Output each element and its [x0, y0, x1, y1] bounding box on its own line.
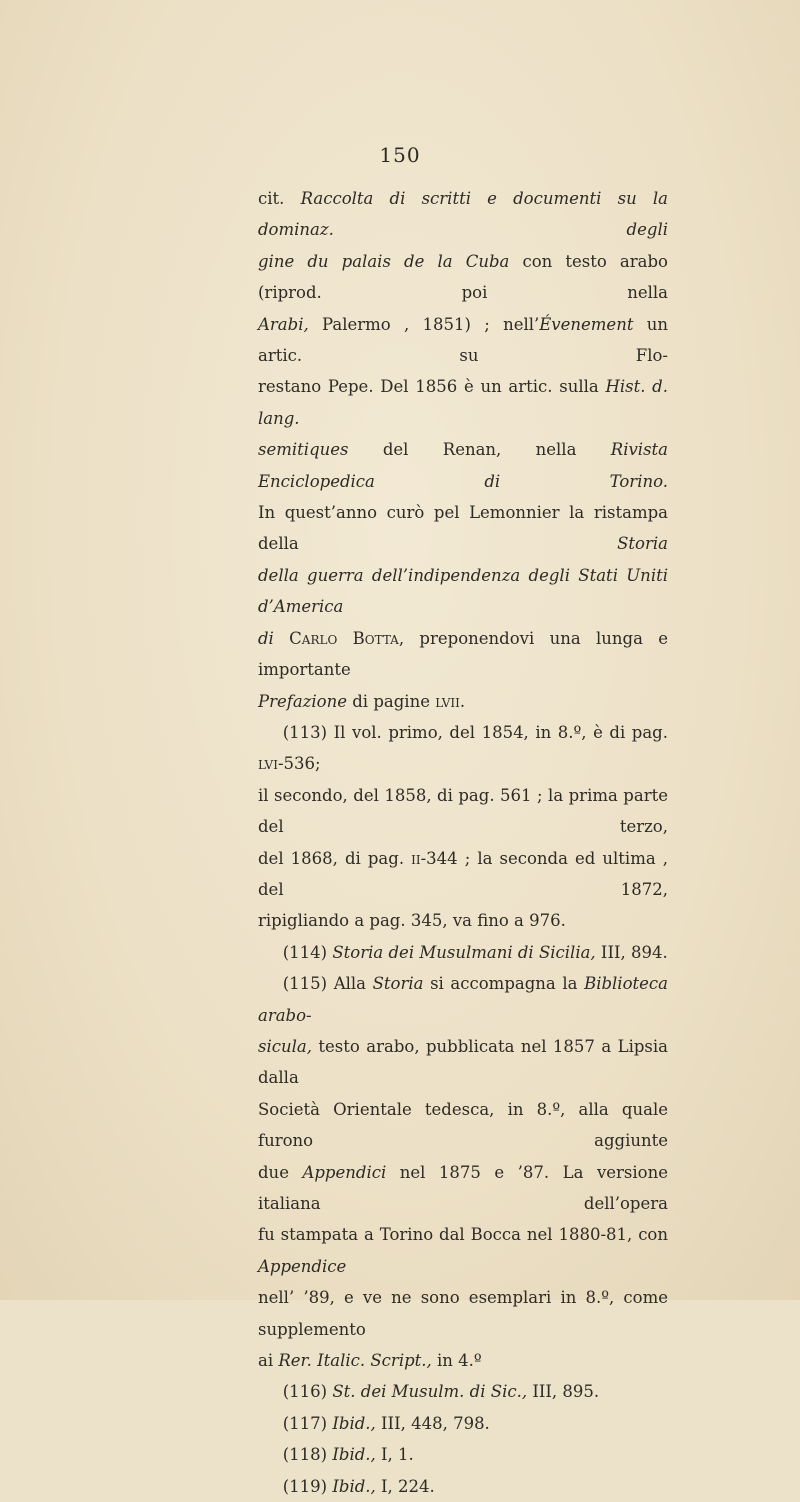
italic-title: Ibid., [332, 1413, 376, 1433]
text-segment: due [258, 1162, 303, 1182]
text-segment: restano Pepe. Del 1856 è un artic. sulla [258, 377, 606, 397]
text-line [258, 623, 668, 686]
text-segment: il secondo, del 1858, di pag. 561 ; la prima parte del terzo, [258, 785, 668, 837]
text-segment: fu stampata a Torino dal Bocca nel 1880-81, con [258, 1225, 668, 1245]
text-line [258, 309, 668, 372]
italic-title: Storia dei Musulmani di Sicilia, [332, 942, 596, 962]
text-line [258, 1471, 668, 1502]
text-segment: nel 1875 e ’87. La versione italiana dell’opera [258, 1162, 668, 1213]
text-line [258, 843, 668, 906]
text-line [258, 371, 668, 434]
text-line [258, 905, 668, 936]
text-segment: testo arabo, pubblicata nel 1857 a Lipsia dalla [258, 1036, 668, 1088]
text-segment: (118) [258, 1445, 333, 1465]
text-segment: III, 894. [595, 942, 668, 962]
text-line [258, 1282, 668, 1345]
text-line [258, 1094, 668, 1157]
text-line [258, 780, 668, 843]
text-segment: (117) [258, 1413, 333, 1433]
italic-title: Storia [617, 534, 668, 554]
text-segment: lvi [258, 754, 278, 774]
text-segment: -536; [277, 754, 321, 774]
text-segment: cit. [258, 189, 301, 208]
page-number: 150 [379, 143, 421, 167]
italic-title: della guerra dell’indipendenza degli Stati Uniti d’America [258, 565, 668, 617]
text-segment: un artic. su Flo- [258, 314, 669, 366]
text-line [258, 686, 668, 717]
text-segment: -344 ; la seconda ed ultima , del 1872, [258, 848, 668, 899]
text-segment: I, 1. [375, 1445, 414, 1465]
text-segment: (113) Il vol. primo, del 1854, in 8.º, è di pag. [258, 722, 668, 742]
italic-title: Arabi, [258, 314, 309, 334]
text-line [258, 1408, 668, 1439]
text-line [258, 246, 668, 309]
italic-title: Storia [372, 974, 424, 994]
text-segment: (114) [258, 942, 333, 962]
italic-title: Biblioteca arabo- [258, 974, 668, 1025]
text-segment: si accompagna la [423, 974, 585, 994]
text-segment: Carlo Botta [273, 628, 399, 648]
italic-title: Appendice [258, 1256, 347, 1276]
text-line [258, 1439, 668, 1470]
italic-title: Rivista Enciclopedica di Torino. [258, 440, 668, 491]
text-segment: (119) [258, 1476, 333, 1496]
text-segment: del Renan, nella [348, 440, 611, 460]
text-segment: ripigliando a pag. 345, va fino a 976. [258, 911, 566, 931]
italic-title: Ibid., [332, 1476, 376, 1496]
text-line [258, 183, 668, 246]
text-line [258, 717, 668, 780]
italic-title: Appendici [302, 1162, 387, 1182]
text-segment: del 1868, di pag. [258, 848, 412, 868]
text-line [258, 1219, 668, 1282]
text-line [258, 1376, 668, 1407]
text-line [258, 1031, 668, 1094]
text-line [258, 1345, 668, 1376]
text-segment: di pagine [347, 691, 436, 711]
footnotes-text [258, 183, 668, 1502]
text-line [258, 560, 668, 623]
italic-title: Hist. d. lang. [258, 377, 668, 428]
italic-title: St. dei Musulm. di Sic., [332, 1382, 528, 1402]
text-segment: in 4.º [431, 1351, 482, 1371]
text-segment: ai [258, 1351, 279, 1371]
text-line [258, 434, 668, 497]
italic-title: Prefazione [258, 691, 347, 711]
text-segment: lvii [435, 691, 460, 711]
text-line [258, 1157, 668, 1220]
text-segment: In quest’anno curò pel Lemonnier la ristampa della [258, 503, 668, 554]
text-line [258, 968, 668, 1031]
text-line [258, 937, 668, 968]
text-segment: Palermo , 1851) ; nell’ [308, 314, 540, 334]
italic-title: semitiques [258, 440, 349, 460]
italic-title: di [258, 628, 274, 648]
text-segment: III, 895. [527, 1382, 600, 1402]
text-segment: (115) Alla [258, 974, 373, 994]
text-segment: III, 448, 798. [375, 1413, 490, 1433]
text-segment: . [459, 691, 466, 711]
italic-title: Ibid., [332, 1445, 376, 1465]
italic-title: gine du palais de la Cuba [258, 251, 510, 271]
text-segment: , preponendovi una lunga e importante [258, 628, 668, 680]
italic-title: Rer. Italic. Script., [278, 1351, 432, 1371]
italic-title: Évenement [539, 314, 634, 334]
text-segment: ii [411, 848, 421, 868]
italic-title: Raccolta di scritti e documenti su la dominaz. degli [258, 189, 668, 240]
text-segment: (116) [258, 1382, 333, 1402]
text-segment: nell’ ’89, e ve ne sono esemplari in 8.º, come supplemento [258, 1288, 668, 1339]
text-line [258, 497, 668, 560]
italic-title: sicula, [258, 1036, 312, 1056]
text-segment: Società Orientale tedesca, in 8.º, alla quale furono aggiunte [258, 1099, 668, 1151]
text-segment: I, 224. [375, 1476, 435, 1496]
text-segment: con testo arabo (riprod. poi nella [258, 251, 668, 303]
